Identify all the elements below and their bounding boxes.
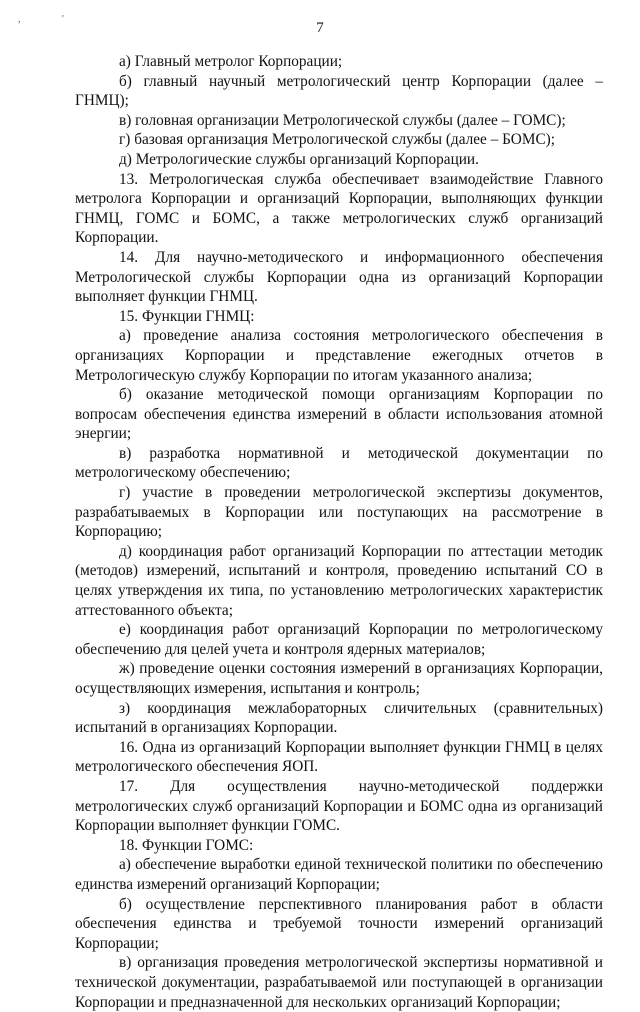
paragraph: 18. Функции ГОМС:	[119, 836, 254, 854]
paragraph: е) координация работ организаций Корпорации по метрологическому обеспечению для целей учета и контроля ядерных материалов;	[75, 621, 603, 658]
paragraph: 14. Для научно-методического и информационного обеспечения Метрологической службы Корпорации одна из организаций Корпорации выполняет функции ГНМЦ.	[75, 248, 603, 306]
scan-mark-left: ,	[18, 14, 21, 25]
paragraph: 13. Метрологическая служба обеспечивает взаимодействие Главного метролога Корпорации и организаций Корпорации, выполняющих функции ГНМЦ, ГОМС и БОМС, а также метрологических служб организаций Корпорации.	[75, 170, 603, 247]
paragraph: б) главный научный метрологический центр Корпорации (далее – ГНМЦ);	[75, 72, 603, 110]
paragraph: б) оказание методической помощи организациям Корпорации по вопросам обеспечения единства измерений в области использования атомной энергии;	[75, 386, 603, 443]
document-body	[75, 52, 603, 1012]
paragraph: д) координация работ организаций Корпорации по аттестации методик (методов) измерений, испытаний и контроля, проведению испытаний СО в целях утверждения их типа, по установлению метрологических характеристик аттестованного объекта;	[75, 542, 603, 619]
paragraph: ж) проведение оценки состояния измерений в организациях Корпорации, осуществляющих измерения, испытания и контроль;	[75, 660, 603, 697]
paragraph: а) обеспечение выработки единой технической политики по обеспечению единства измерений организаций Корпорации;	[75, 856, 603, 893]
paragraph: г) базовая организация Метрологической службы (далее – БОМС);	[119, 131, 556, 149]
paragraph: 17. Для осуществления научно-методической поддержки метрологических служб организаций Корпорации и БОМС одна из организаций Корпорации выполняет функции ГОМС.	[75, 777, 603, 835]
paragraph: б) осуществление перспективного планирования работ в области обеспечения единства и требуемой точности измерений организаций Корпорации;	[75, 895, 603, 952]
paragraph: д) Метрологические службы организаций Корпорации.	[119, 150, 479, 168]
paragraph: 16. Одна из организаций Корпорации выполняет функции ГНМЦ в целях метрологического обеспечения ЯОП.	[75, 738, 603, 776]
page-number: 7	[316, 20, 324, 36]
paragraph: в) организация проведения метрологической экспертизы нормативной и технической документации, разрабатываемой или поступающей в организации Корпорации и предназначенной для нескольких организаций Корпорации;	[75, 954, 603, 1011]
paragraph: в) разработка нормативной и методической документации по метрологическому обеспечению;	[75, 444, 603, 482]
paragraph: а) проведение анализа состояния метрологического обеспечения в организациях Корпорации и представление ежегодных отчетов в Метрологическую службу Корпорации по итогам указанного анализа;	[75, 327, 603, 384]
scan-mark-right: '	[62, 14, 64, 25]
paragraph: 15. Функции ГНМЦ:	[119, 307, 255, 325]
paragraph: а) Главный метролог Корпорации;	[119, 53, 343, 70]
paragraph: г) участие в проведении метрологической экспертизы документов, разрабатываемых в Корпорации или поступающих на рассмотрение в Корпорацию;	[75, 484, 603, 541]
paragraph: з) координация межлабораторных сличительных (сравнительных) испытаний в организациях Корпорации.	[75, 699, 603, 737]
paragraph: в) головная организации Метрологической службы (далее – ГОМС);	[119, 111, 566, 129]
